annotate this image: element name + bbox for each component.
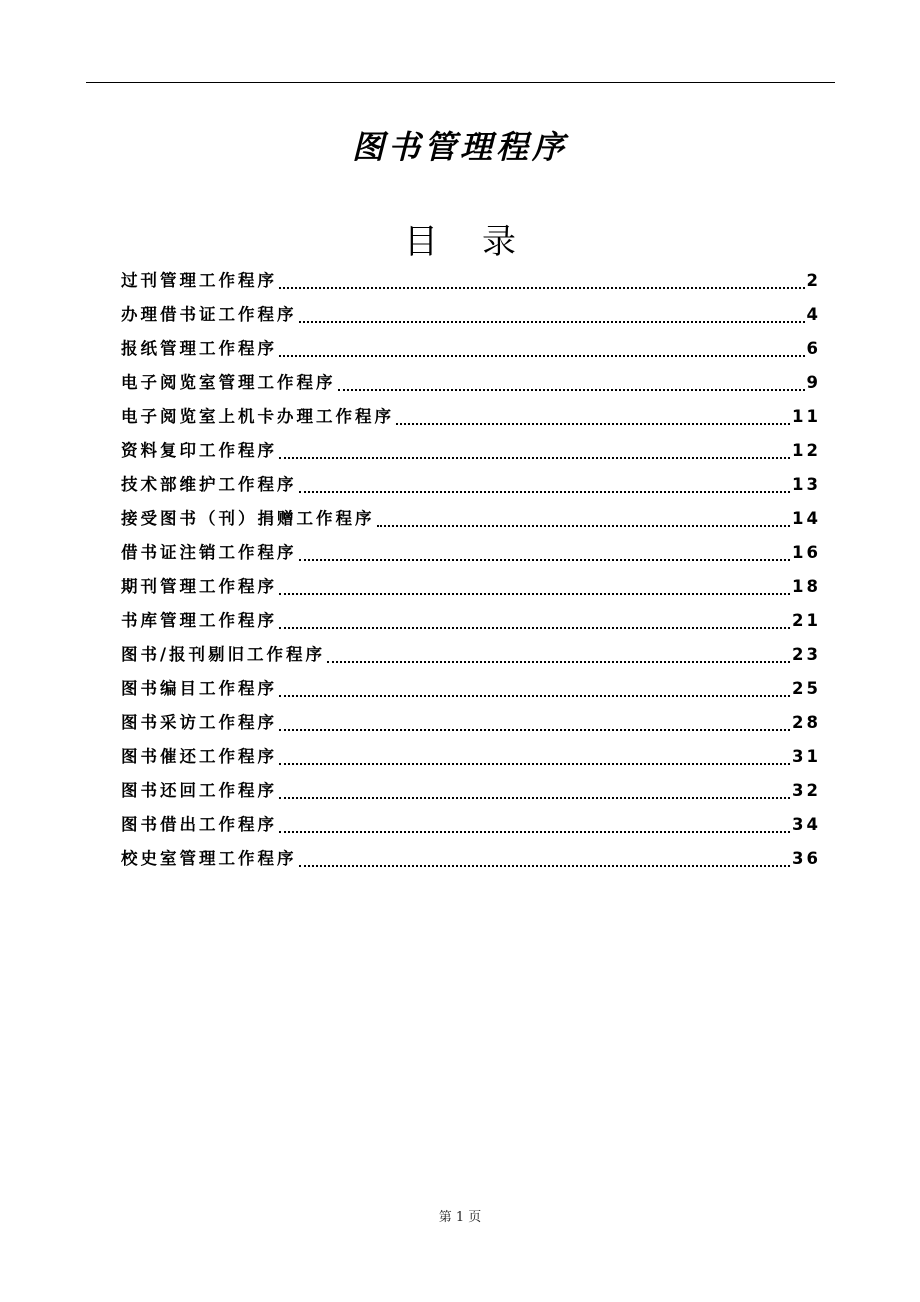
toc-dot-leader bbox=[279, 729, 790, 731]
toc-entry-page-number[interactable]: 13 bbox=[792, 475, 821, 494]
toc-entry-page-number[interactable]: 14 bbox=[792, 509, 821, 528]
toc-entry-title[interactable]: 办理借书证工作程序 bbox=[121, 305, 297, 324]
toc-entry[interactable] bbox=[121, 366, 821, 400]
toc-entry[interactable] bbox=[121, 842, 821, 876]
toc-dot-leader bbox=[279, 593, 790, 595]
toc-heading bbox=[0, 214, 920, 263]
toc-entry-title[interactable]: 期刊管理工作程序 bbox=[121, 577, 277, 596]
toc-entry-title[interactable]: 技术部维护工作程序 bbox=[121, 475, 297, 494]
toc-dot-leader bbox=[299, 559, 791, 561]
header-rule bbox=[86, 82, 835, 83]
toc-entry[interactable] bbox=[121, 672, 821, 706]
toc-dot-leader bbox=[279, 695, 790, 697]
toc-entry-title[interactable]: 电子阅览室管理工作程序 bbox=[121, 373, 336, 392]
toc-entry-page-number[interactable]: 11 bbox=[792, 407, 821, 426]
toc-entry-page-number[interactable]: 18 bbox=[792, 577, 821, 596]
toc-entry-title[interactable]: 电子阅览室上机卡办理工作程序 bbox=[121, 407, 394, 426]
toc-entry[interactable] bbox=[121, 298, 821, 332]
toc-dot-leader bbox=[279, 797, 790, 799]
toc-entry[interactable] bbox=[121, 638, 821, 672]
toc-dot-leader bbox=[279, 287, 805, 289]
toc-entry[interactable] bbox=[121, 570, 821, 604]
toc-entry[interactable] bbox=[121, 400, 821, 434]
toc-entry-title[interactable]: 图书借出工作程序 bbox=[121, 815, 277, 834]
toc-dot-leader bbox=[299, 491, 791, 493]
table-of-contents bbox=[121, 264, 821, 876]
toc-entry-page-number[interactable]: 28 bbox=[792, 713, 821, 732]
toc-dot-leader bbox=[299, 865, 791, 867]
toc-entry-page-number[interactable]: 9 bbox=[806, 373, 821, 392]
toc-entry-page-number[interactable]: 36 bbox=[792, 849, 821, 868]
toc-entry-title[interactable]: 资料复印工作程序 bbox=[121, 441, 277, 460]
toc-dot-leader bbox=[279, 457, 790, 459]
toc-entry[interactable] bbox=[121, 536, 821, 570]
toc-entry[interactable] bbox=[121, 604, 821, 638]
toc-entry-page-number[interactable]: 32 bbox=[792, 781, 821, 800]
toc-entry[interactable] bbox=[121, 332, 821, 366]
toc-dot-leader bbox=[279, 627, 790, 629]
toc-entry[interactable] bbox=[121, 468, 821, 502]
toc-entry-page-number[interactable]: 4 bbox=[806, 305, 821, 324]
toc-dot-leader bbox=[396, 423, 790, 425]
toc-entry-title[interactable]: 校史室管理工作程序 bbox=[121, 849, 297, 868]
document-title: 图书管理程序 bbox=[351, 128, 568, 166]
toc-entry[interactable] bbox=[121, 808, 821, 842]
toc-entry[interactable] bbox=[121, 502, 821, 536]
toc-entry-title[interactable]: 借书证注销工作程序 bbox=[121, 543, 297, 562]
toc-entry-title[interactable]: 接受图书（刊）捐赠工作程序 bbox=[121, 509, 375, 528]
toc-dot-leader bbox=[327, 661, 790, 663]
toc-entry-title[interactable]: 图书催还工作程序 bbox=[121, 747, 277, 766]
toc-entry-page-number[interactable]: 6 bbox=[806, 339, 821, 358]
toc-dot-leader bbox=[279, 355, 805, 357]
toc-heading-right: 录 bbox=[482, 222, 516, 262]
toc-entry-title[interactable]: 图书编目工作程序 bbox=[121, 679, 277, 698]
toc-dot-leader bbox=[299, 321, 805, 323]
toc-entry-page-number[interactable]: 31 bbox=[792, 747, 821, 766]
toc-entry[interactable] bbox=[121, 740, 821, 774]
toc-entry-page-number[interactable]: 34 bbox=[792, 815, 821, 834]
toc-entry[interactable] bbox=[121, 264, 821, 298]
toc-entry[interactable] bbox=[121, 706, 821, 740]
toc-entry-page-number[interactable]: 21 bbox=[792, 611, 821, 630]
page-footer: 第 1 页 bbox=[438, 1210, 482, 1225]
toc-entry-title[interactable]: 书库管理工作程序 bbox=[121, 611, 277, 630]
toc-dot-leader bbox=[279, 831, 790, 833]
toc-entry-title[interactable]: 报纸管理工作程序 bbox=[121, 339, 277, 358]
toc-entry-title[interactable]: 过刊管理工作程序 bbox=[121, 271, 277, 290]
toc-dot-leader bbox=[338, 389, 805, 391]
toc-dot-leader bbox=[279, 763, 790, 765]
toc-entry-title[interactable]: 图书还回工作程序 bbox=[121, 781, 277, 800]
toc-heading-left: 目 bbox=[404, 222, 438, 262]
toc-entry[interactable] bbox=[121, 434, 821, 468]
toc-entry[interactable] bbox=[121, 774, 821, 808]
toc-entry-page-number[interactable]: 25 bbox=[792, 679, 821, 698]
toc-entry-page-number[interactable]: 16 bbox=[792, 543, 821, 562]
toc-entry-title[interactable]: 图书/报刊剔旧工作程序 bbox=[121, 645, 326, 664]
toc-entry-title[interactable]: 图书采访工作程序 bbox=[121, 713, 277, 732]
toc-dot-leader bbox=[377, 525, 791, 527]
toc-entry-page-number[interactable]: 12 bbox=[792, 441, 821, 460]
toc-entry-page-number[interactable]: 2 bbox=[806, 271, 821, 290]
toc-entry-page-number[interactable]: 23 bbox=[792, 645, 821, 664]
